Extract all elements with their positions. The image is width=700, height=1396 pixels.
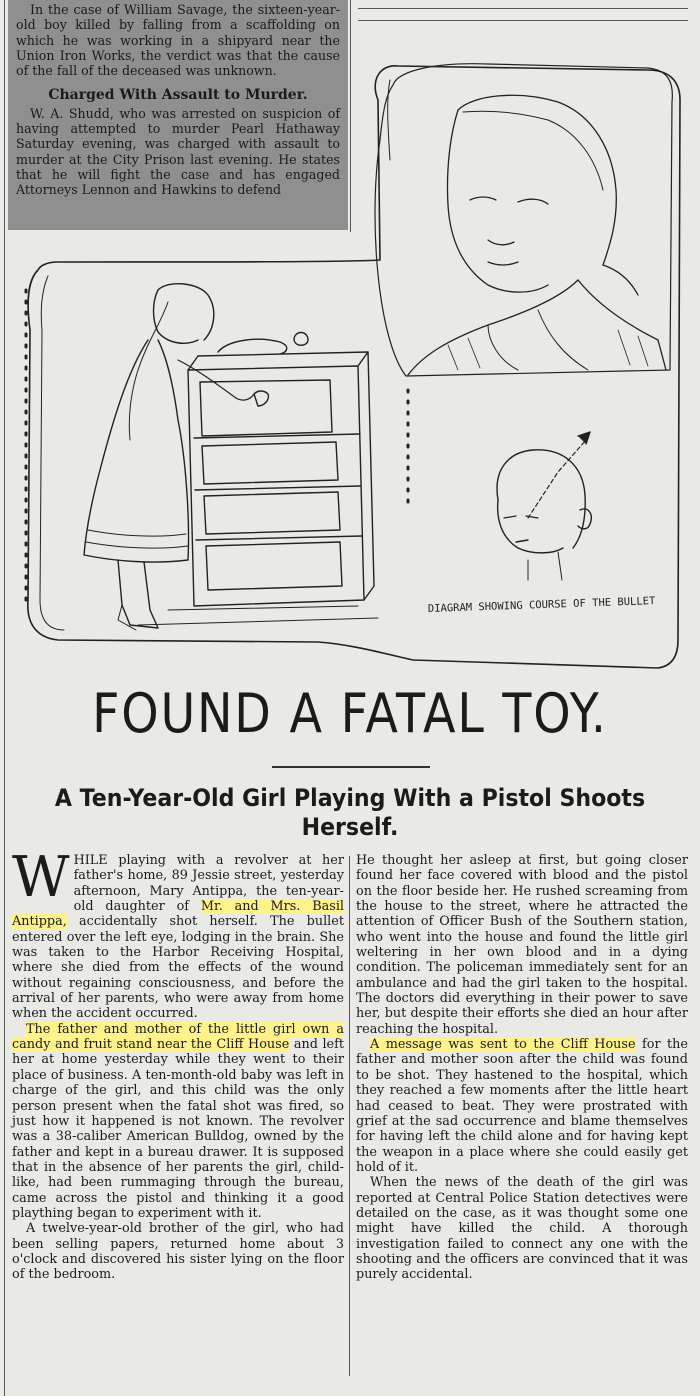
article-headline: FOUND A FATAL TOY. — [92, 682, 608, 745]
top-rule-right-2 — [358, 20, 688, 21]
paragraph-2-text-b: and left her at home yesterday while they went to their place of business. A ten-month-old baby was left in charge of the girl, and this child was the only person present when the fatal shot was fired, so just how it happened is not known. The revolver was a 38-caliber American Bulldog, owned by the father and kept in a bureau drawer. It is supposed that in the absence of her parents the girl, child-like, had been rummaging through the bureau, came across the pistol and thinking it a good plaything began to experiment with it. — [12, 1037, 344, 1221]
portrait-frame — [375, 64, 672, 376]
girl-portrait — [408, 95, 666, 375]
column-rule-left — [4, 0, 5, 1396]
bullet-diagram — [497, 432, 591, 580]
paragraph-1 — [12, 845, 345, 1022]
drop-cap: W — [12, 845, 70, 910]
paragraph-5-text-b: for the father and mother soon after the child was found to be shot. They hastened to the hospital, which they reached a few moments after the little heart had ceased to beat. They were prostrated with grief at the sad occurrence and blame themselves for having left the child alone and for having kept the weapon in a place where she could easily get hold of it. — [356, 1037, 688, 1175]
paragraph-2 — [12, 1022, 344, 1221]
body-column-rule — [349, 856, 350, 1376]
prior-paragraph-2: W. A. Shudd, who was arrested on suspicion of having attempted to murder Pearl Hathaway Saturday evening, was charged with assault to murder at the City Prison last evening. He states that he will fight the case and has engaged Attorneys Lennon and Hawkins to defend — [16, 105, 340, 198]
bureau-drawing — [138, 333, 378, 626]
ornamental-frame — [28, 66, 680, 668]
paragraph-6: When the news of the death of the girl was reported at Central Police Station detectives were detailed on the case, as it was thought some one might have killed the child. A thorough investigation failed to connect any one with the shooting and the officers are convinced that it was purely accidental. — [356, 1175, 688, 1283]
article-illustration — [18, 40, 690, 680]
highlight-candy-stand: The father and mother of the little girl own a candy and fruit stand near the Cliff House — [12, 1021, 344, 1053]
paragraph-3: A twelve-year-old brother of the girl, who had been selling papers, returned home about 3 o'clock and discovered his sister lying on the floor of the bedroom. — [12, 1221, 344, 1283]
article-subheadline: A Ten-Year-Old Girl Playing With a Pistol Shoots Herself. — [54, 784, 646, 841]
paragraph-1-text-b: accidentally shot herself. The bullet entered over the left eye, lodging in the brain. She was taken to the Harbor Receiving Hospital, where she died from the effects of the wound without regaining consciousness, and before the arrival of her parents, who were away from home when the accident occurred. — [12, 914, 344, 1022]
prior-paragraph-1: In the case of William Savage, the sixteen-year-old boy killed by falling from a scaffolding on which he was working in a shipyard near the Union Iron Works, the verdict was that the cause of the fall of the deceased was unknown. — [16, 2, 340, 79]
highlight-parents-names: Mr. and Mrs. Basil Antippa, — [12, 899, 345, 930]
top-rule-right-1 — [358, 8, 688, 9]
article-column-right — [356, 853, 688, 1283]
paragraph-4: He thought her asleep at first, but going closer found her face covered with blood and the pistol on the floor beside her. He rushed screaming from the house to the street, where he attracted the attention of Officer Bush of the Southern station, who went into the house and found the little girl weltering in her own blood and in a dying condition. The policeman immediately sent for an ambulance and had the girl taken to the hospital. The doctors did everything in their power to save her, but despite their efforts she died an hour after reaching the hospital. — [356, 853, 688, 1037]
prior-heading: Charged With Assault to Murder. — [48, 87, 308, 104]
article-column-left — [12, 845, 345, 1283]
girl-figure — [84, 284, 268, 630]
highlight-message-cliff-house: A message was sent to the Cliff House — [370, 1037, 636, 1053]
diagram-caption: DIAGRAM SHOWING COURSE OF THE BULLET — [427, 595, 656, 615]
paragraph-5 — [356, 1037, 688, 1175]
paragraph-1-text-a: HILE playing with a revolver at her father's home, 89 Jessie street, yesterday afternoon, Mary Antippa, the ten-year-old daughter of — [73, 853, 344, 915]
headline-rule — [272, 766, 430, 768]
